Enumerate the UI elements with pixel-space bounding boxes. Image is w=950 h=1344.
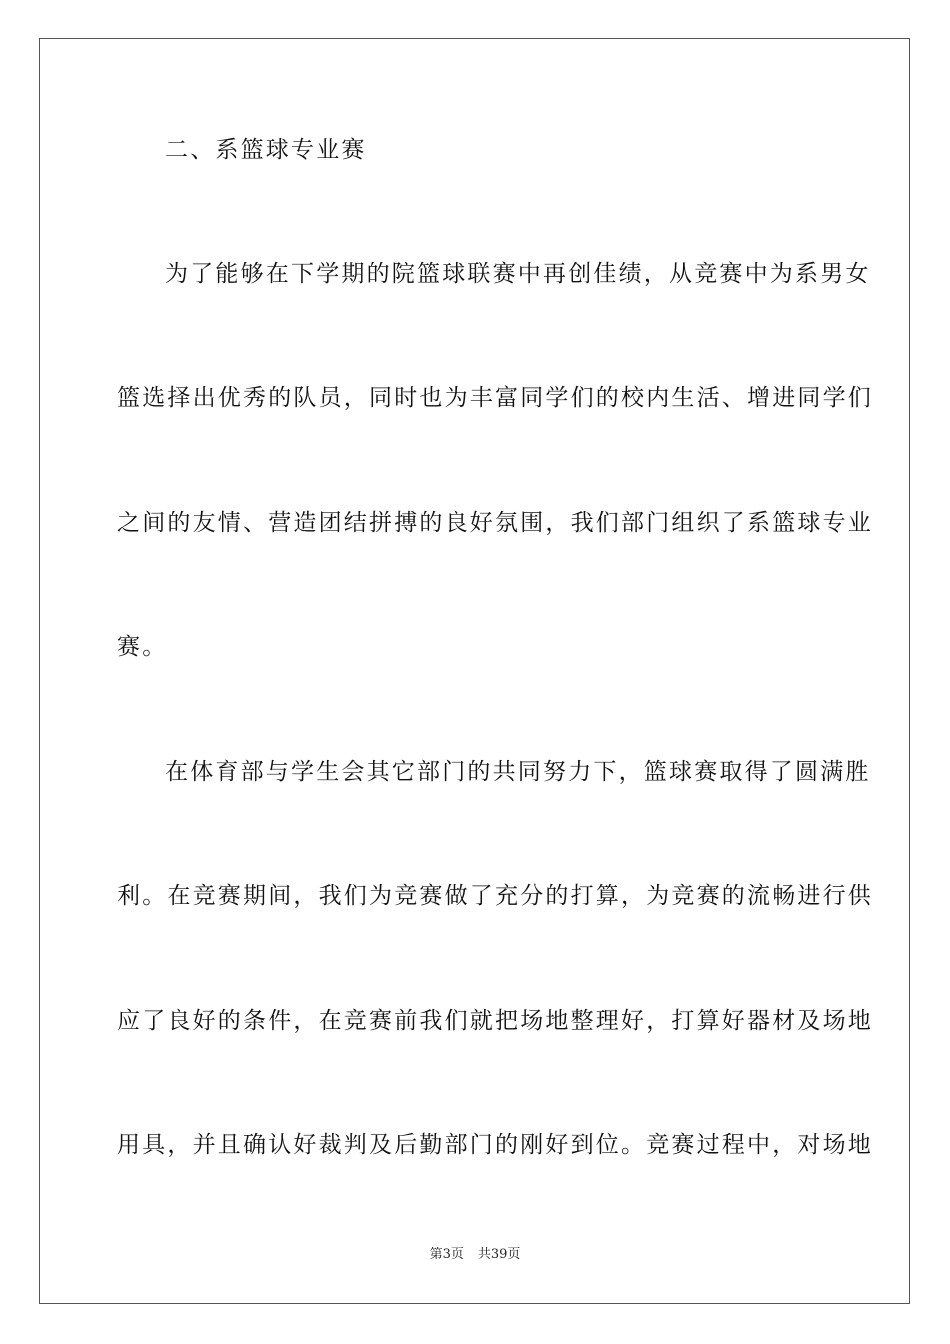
page-total: 共39页 <box>477 1247 521 1262</box>
page-footer <box>0 1246 950 1264</box>
paragraph-line: 赛。 <box>117 634 168 660</box>
paragraph-line: 在体育部与学生会其它部门的共同努力下，篮球赛取得了圆满胜 <box>165 759 871 785</box>
page-border <box>39 38 910 1304</box>
section-heading: 二、系篮球专业赛 <box>165 137 367 163</box>
paragraph-line: 为了能够在下学期的院篮球联赛中再创佳绩，从竞赛中为系男女 <box>165 261 871 287</box>
paragraph-line: 篮选择出优秀的队员，同时也为丰富同学们的校内生活、增进同学们 <box>117 385 873 411</box>
paragraph-line: 应了良好的条件，在竞赛前我们就把场地整理好，打算好器材及场地 <box>117 1008 873 1034</box>
paragraph-line: 利。在竞赛期间，我们为竞赛做了充分的打算，为竞赛的流畅进行供 <box>117 883 873 909</box>
paragraph-line: 用具，并且确认好裁判及后勤部门的刚好到位。竞赛过程中，对场地 <box>117 1132 873 1158</box>
page-number: 第3页 <box>429 1247 464 1262</box>
paragraph-line: 之间的友情、营造团结拼搏的良好氛围，我们部门组织了系篮球专业 <box>117 510 873 536</box>
